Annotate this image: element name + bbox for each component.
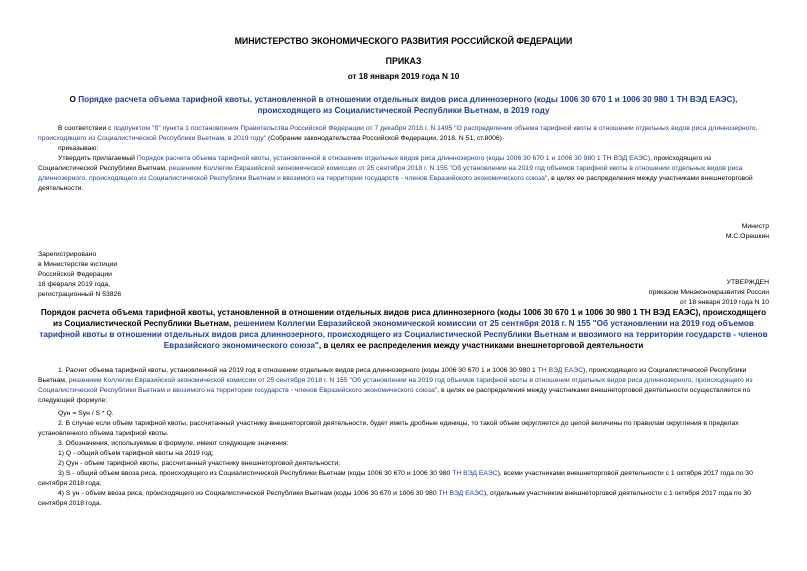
preamble-paragraph-2: Утвердить прилагаемый Порядок расчета объема тарифной квоты, установленной в отношении отдельных видов риса длиннозерного (коды 1006 30 670 1 и 1006 30 980 1 ТН ВЭД ЕАЭС), происходящего из Социалистической Республики Вьетнам, решением Коллегии Евразийской экономической комиссии от 25 сентября 2018 г. N 155 "Об установлении на 2019 год объемов тарифной квоты в отношении отдельных видов риса длиннозерного, происходящего из Социалистической Республики Вьетнам и ввозимого на территории государств - членов Евразийского экономического союза", в целях ее распределения между участниками внешнеторговой деятельности. [38, 155, 753, 192]
eec-decision-link-2[interactable]: решением Коллегии Евразийской экономической комиссии от 25 сентября 2018 г. N 155 "Об установлении на 2019 год объемов тарифной квоты в отношении отдельных видов риса длиннозерного, происходящего из Социалистической Республики Вьетнам и ввозимого на территории государств - членов Евразийского экономического союза" [38, 377, 753, 394]
document-title [38, 94, 769, 116]
definition-4: 4) S ун - объем ввоза риса, происходящего из Социалистической Республики Вьетнам (коды 1006 30 670 и 1006 30 980 ТН ВЭД ЕАЭС), отдельным участником внешнеторговой деятельности с 1 октября 2017 года по 30 сентября 2018 года. [38, 490, 751, 507]
order-word: приказываю: [58, 145, 99, 152]
signature [38, 222, 769, 242]
registration-line: регистрационный N 53826 [38, 291, 122, 298]
formula: Qун = Sун / S * Q. [58, 410, 114, 417]
decree-link[interactable]: подпунктом "б" пункта 1 постановления Правительства Российской Федерации от 7 декабря 2018 г. N 1495 "О распределении объема тарифной квоты в отношении отдельных видов риса длиннозерного, происходящего из Социалистической Республики Вьетнам, в 2019 году" [38, 125, 758, 142]
signature-name: М.С.Орешкин [725, 233, 769, 240]
doc-type: ПРИКАЗ [385, 56, 422, 66]
definition-3: 3) S - общий объем ввоза риса, происходящего из Социалистической Республики Вьетнам (коды 1006 30 670 и 1006 30 980 ТН ВЭД ЕАЭС), всеми участниками внешнеторговой деятельности с 1 октября 2017 года по 30 сентября 2018 года; [38, 470, 753, 487]
registration-line: Зарегистрировано [38, 251, 97, 258]
registration-line: в Министерстве юстиции [38, 261, 118, 268]
title-prefix: О [69, 95, 79, 104]
signature-role: Министр [741, 223, 769, 230]
order-title: Порядок расчета объема тарифной квоты, установленной в отношении отдельных видов риса длиннозерного (коды 1006 30 670 1 и 1006 30 980 1 ТН ВЭД ЕАЭС), происходящего из Социалистической Республики Вьетнам, решением Коллегии Евразийской экономической комиссии от 25 сентября 2018 г. N 155 "Об установлении на 2019 год объемов тарифной квоты в отношении отдельных видов риса длиннозерного, происходящего из Социалистической Республики Вьетнам и ввозимого на территории государств - членов Евразийского экономического союза", в целях ее распределения между участниками внешнеторговой деятельности [39, 308, 768, 350]
registration-line: 18 февраля 2019 года, [38, 281, 111, 288]
title-rest[interactable]: происходящего из Социалистической Республики Вьетнам, в 2019 году [257, 106, 550, 115]
eec-decision-link[interactable]: решением Коллегии Евразийской экономической комиссии от 25 сентября 2018 г. N 155 "Об установлении на 2019 год объемов тарифной квоты в отношении отдельных видов риса длиннозерного, происходящего из Социалистической Республики Вьетнам и ввозимого на территории государств - членов Евразийского экономического союза" [38, 165, 743, 182]
ministry-heading: МИНИСТЕРСТВО ЭКОНОМИЧЕСКОГО РАЗВИТИЯ РОССИЙСКОЙ ФЕДЕРАЦИИ [234, 36, 573, 46]
order-title-link[interactable]: решением Коллегии Евразийской экономической комиссии от 25 сентября 2018 г. N 155 "Об установлении на 2019 год объемов тарифной квоты в отношении отдельных видов риса длиннозерного, происходящего из Социалистической Республики Вьетнам и ввозимого на территории государств - членов Евразийского экономического союза" [39, 319, 768, 350]
title-link[interactable]: Порядке расчета объема тарифной квоты, установленной в отношении отдельных видов риса длиннозерного (коды 1006 30 670 1 и 1006 30 980 1 ТН ВЭД ЕАЭС), [78, 95, 738, 104]
definition-1: 1) Q - общий объем тарифной квоты на 2019 год; [58, 450, 214, 457]
approved-line: приказом Минэкономразвития России [648, 289, 769, 296]
tn-ved-link[interactable]: ТН ВЭД ЕАЭС [452, 470, 498, 477]
section-3: 3. Обозначения, используемые в формуле, имеют следующие значения: [58, 440, 289, 447]
tn-ved-link[interactable]: ТН ВЭД ЕАЭС [537, 367, 584, 374]
preamble-paragraph-1: В соответствии с подпунктом "б" пункта 1 постановления Правительства Российской Федерации от 7 декабря 2018 г. N 1495 "О распределении объема тарифной квоты в отношении отдельных видов риса длиннозерного, происходящего из Социалистической Республики Вьетнам, в 2019 году" (Собрание законодательства Российской Федерации, 2018, N 51, ст.8006) [38, 125, 758, 142]
approved-line: от 18 января 2019 года N 10 [679, 299, 769, 306]
section-1: 1. Расчет объема тарифной квоты, установленной на 2019 год в отношении отдельных видов риса длиннозерного (коды 1006 30 670 1 и 1006 30 980 1 ТН ВЭД ЕАЭС), происходящего из Социалистической Республики Вьетнам, решением Коллегии Евразийской экономической комиссии от 25 сентября 2018 г. N 155 "Об установлении на 2019 год объемов тарифной квоты в отношении отдельных видов риса длиннозерного, происходящего из Социалистической Республики Вьетнам и ввозимого на территории государств - членов Евразийского экономического союза", в целях ее распределения между участниками внешнеторговой деятельности осуществляется по следующей формуле: [38, 367, 753, 404]
tn-ved-link[interactable]: ТН ВЭД ЕАЭС [438, 490, 484, 497]
approved-block [38, 278, 769, 308]
registration-line: Российской Федерации [38, 271, 112, 278]
order-body [38, 366, 769, 509]
definition-2: 2) Qун - объем тарифной квоты, рассчитанный участнику внешнеторговой деятельности; [58, 460, 341, 467]
approved-line: УТВЕРЖДЕН [726, 279, 769, 286]
section-2: 2. В случае если объем тарифной квоты, рассчитанный участнику внешнеторговой деятельности, будет иметь дробные единицы, то такой объем округляется до целой величины по правилам округления в пределах установленного объема тарифной квоты. [38, 420, 739, 437]
procedure-link[interactable]: Порядок расчета объема тарифной квоты, установленной в отношении отдельных видов риса длиннозерного (коды 1006 30 670 1 и 1006 30 980 1 ТН ВЭД ЕАЭС) [136, 155, 651, 162]
doc-date-number: от 18 января 2019 года N 10 [347, 72, 460, 81]
preamble [38, 124, 769, 194]
